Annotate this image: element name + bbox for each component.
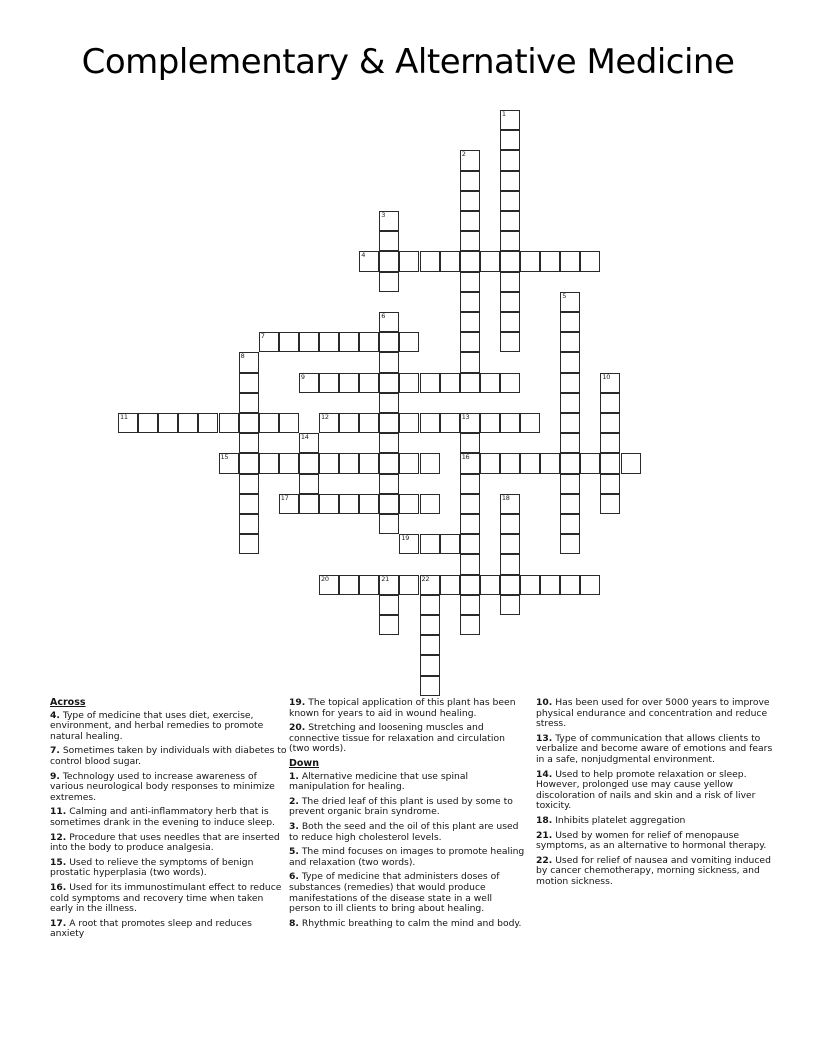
grid-cell[interactable] — [239, 413, 259, 433]
grid-cell[interactable] — [500, 211, 520, 231]
clue-number: 3. — [289, 820, 299, 832]
grid-cell[interactable] — [560, 494, 580, 514]
clue-number: 17. — [50, 917, 67, 929]
grid-cell[interactable] — [319, 373, 339, 393]
grid-cell[interactable] — [460, 534, 480, 554]
grid-cell[interactable] — [480, 413, 500, 433]
clue-item — [289, 723, 526, 755]
grid-cell[interactable] — [399, 413, 419, 433]
grid-cell[interactable] — [480, 453, 500, 473]
clue-number: 13. — [536, 732, 553, 744]
grid-cell[interactable] — [560, 332, 580, 352]
clue-item — [50, 711, 287, 743]
cell-number: 20 — [321, 574, 329, 583]
clue-text: Used to relieve the symptoms of benign prostatic hyperplasia (two words). — [50, 856, 254, 879]
clue-number: 16. — [50, 881, 67, 893]
clue-text: Type of medicine that administers doses of substances (remedies) that would produce manifestations of the disease state in a well person to ill clients to bring about healing. — [289, 871, 500, 915]
grid-cell[interactable] — [520, 413, 540, 433]
grid-cell[interactable] — [420, 251, 440, 271]
grid-cell[interactable] — [359, 251, 379, 271]
grid-cell[interactable] — [359, 494, 379, 514]
clue-text: Used for relief of nausea and vomiting induced by cancer chemotherapy, morning sickness, and motion sickness. — [536, 854, 771, 887]
clue-number: 20. — [289, 722, 306, 734]
clue-number: 9. — [50, 770, 60, 782]
grid-cell[interactable] — [319, 413, 339, 433]
grid-cell[interactable] — [178, 413, 198, 433]
grid-cell[interactable] — [480, 251, 500, 271]
grid-cell[interactable] — [500, 332, 520, 352]
grid-cell[interactable] — [379, 575, 399, 595]
grid-cell[interactable] — [500, 150, 520, 170]
clue-text: A root that promotes sleep and reduces anxiety — [50, 917, 252, 940]
grid-cell[interactable] — [399, 332, 419, 352]
clue-number: 18. — [536, 814, 553, 826]
grid-cell[interactable] — [560, 393, 580, 413]
grid-cell[interactable] — [500, 575, 520, 595]
grid-cell[interactable] — [359, 575, 379, 595]
clue-text: Procedure that uses needles that are inserted into the body to produce analgesia. — [50, 831, 280, 854]
grid-cell[interactable] — [500, 130, 520, 150]
grid-cell[interactable] — [379, 595, 399, 615]
grid-cell[interactable] — [560, 474, 580, 494]
grid-cell[interactable] — [440, 373, 460, 393]
grid-cell[interactable] — [440, 534, 460, 554]
cell-number: 10 — [602, 372, 611, 381]
grid-cell[interactable] — [540, 575, 560, 595]
cell-number: 13 — [461, 413, 470, 421]
cell-number: 12 — [321, 413, 329, 421]
grid-cell[interactable] — [460, 554, 480, 574]
grid-cell[interactable] — [460, 191, 480, 211]
clue-item — [50, 883, 287, 915]
clue-number: 11. — [50, 806, 67, 818]
grid-cell[interactable] — [560, 514, 580, 534]
grid-cell[interactable] — [379, 251, 399, 271]
grid-cell[interactable] — [480, 575, 500, 595]
clue-text: Used for its immunostimulant effect to reduce cold symptoms and recovery time when taken early in the illness. — [50, 881, 282, 915]
grid-cell[interactable] — [339, 453, 359, 473]
clue-number: 2. — [289, 795, 299, 807]
grid-cell[interactable] — [500, 171, 520, 191]
grid-cell[interactable] — [279, 332, 299, 352]
grid-cell[interactable] — [420, 413, 440, 433]
grid-cell[interactable] — [460, 575, 480, 595]
grid-cell[interactable] — [500, 272, 520, 292]
clue-number: 10. — [536, 697, 553, 708]
clue-item — [50, 858, 287, 879]
clue-text: Used to help promote relaxation or sleep. However, prolonged use may cause yellow discoloration of nails and skin and a risk of liver toxicity. — [536, 768, 756, 812]
grid-cell[interactable] — [379, 312, 399, 332]
grid-cell[interactable] — [460, 474, 480, 494]
grid-cell[interactable] — [279, 494, 299, 514]
cell-number: 6 — [381, 312, 386, 320]
grid-cell[interactable] — [440, 575, 460, 595]
clue-text: Alternative medicine that use spinal manipulation for healing. — [289, 770, 469, 793]
cell-number: 19 — [401, 534, 410, 543]
grid-cell[interactable] — [560, 534, 580, 554]
cell-number: 4 — [361, 251, 366, 260]
grid-cell[interactable] — [500, 191, 520, 211]
clue-item — [536, 770, 773, 812]
grid-cell[interactable] — [460, 373, 480, 393]
grid-cell[interactable] — [540, 251, 560, 271]
grid-cell[interactable] — [399, 494, 419, 514]
clues-column-left — [50, 698, 287, 944]
grid-cell[interactable] — [600, 494, 620, 514]
page-title: Complementary & Alternative Medicine — [81, 42, 735, 82]
cell-number: 5 — [562, 291, 567, 300]
grid-cell[interactable] — [379, 231, 399, 251]
grid-cell[interactable] — [500, 292, 520, 312]
grid-cell[interactable] — [420, 615, 440, 635]
grid-cell[interactable] — [500, 413, 520, 433]
grid-cell[interactable] — [219, 453, 239, 473]
grid-cell[interactable] — [239, 393, 259, 413]
grid-cell[interactable] — [520, 575, 540, 595]
grid-cell[interactable] — [399, 251, 419, 271]
clue-number: 15. — [50, 856, 67, 868]
grid-cell[interactable] — [239, 494, 259, 514]
clue-number: 7. — [50, 745, 60, 757]
grid-cell[interactable] — [500, 231, 520, 251]
grid-cell[interactable] — [500, 373, 520, 393]
grid-cell[interactable] — [500, 110, 520, 130]
grid-cell[interactable] — [339, 413, 359, 433]
grid-cell[interactable] — [319, 575, 339, 595]
clue-item — [50, 919, 287, 940]
clue-text: The mind focuses on images to promote healing and relaxation (two words). — [289, 846, 525, 868]
cell-number: 2 — [461, 150, 466, 159]
clue-item — [536, 734, 773, 766]
grid-cell[interactable] — [600, 433, 620, 453]
grid-cell[interactable] — [600, 413, 620, 433]
grid-cell[interactable] — [560, 433, 580, 453]
clue-item — [536, 816, 773, 827]
grid-cell[interactable] — [239, 373, 259, 393]
grid-cell[interactable] — [319, 332, 339, 352]
clue-section-header: Across — [50, 697, 86, 708]
cell-number: 9 — [300, 372, 305, 381]
clue-section-header: Down — [289, 757, 319, 769]
grid-cell[interactable] — [460, 332, 480, 352]
clue-text: Inhibits platelet aggregation — [555, 814, 686, 826]
grid-cell[interactable] — [460, 231, 480, 251]
clue-text: Has been used for over 5000 years to improve physical endurance and concentration and reduce stress. — [536, 697, 770, 730]
clue-item — [50, 833, 287, 854]
grid-cell[interactable] — [460, 433, 480, 453]
clue-item — [289, 919, 526, 930]
grid-cell[interactable] — [379, 211, 399, 231]
clue-text: Used by women for relief of menopause symptoms, as an alternative to hormonal therapy. — [536, 829, 767, 852]
grid-cell[interactable] — [460, 150, 480, 170]
grid-cell[interactable] — [480, 373, 500, 393]
grid-cell[interactable] — [299, 474, 319, 494]
grid-cell[interactable] — [580, 251, 600, 271]
clue-item — [289, 797, 526, 818]
grid-cell[interactable] — [299, 494, 319, 514]
cell-number: 22 — [421, 574, 430, 583]
grid-cell[interactable] — [580, 575, 600, 595]
grid-cell[interactable] — [259, 453, 279, 473]
grid-cell[interactable] — [500, 554, 520, 574]
clues-column-right — [536, 698, 773, 892]
grid-cell[interactable] — [560, 251, 580, 271]
clue-item — [50, 807, 287, 828]
cell-number: 15 — [220, 453, 229, 462]
grid-cell[interactable] — [600, 474, 620, 494]
grid-cell[interactable] — [279, 453, 299, 473]
grid-cell[interactable] — [520, 251, 540, 271]
clue-number: 5. — [289, 846, 299, 858]
clue-number: 21. — [536, 829, 553, 841]
clue-item — [50, 772, 287, 804]
grid-cell[interactable] — [440, 251, 460, 271]
clue-item — [536, 856, 773, 888]
grid-cell[interactable] — [460, 292, 480, 312]
cell-number: 21 — [381, 574, 389, 583]
grid-cell[interactable] — [379, 352, 399, 372]
clue-item — [289, 772, 526, 793]
clue-text: Type of communication that allows clients to verbalize and become aware of emotions and fears in a safe, nonjudgmental environment. — [536, 732, 773, 765]
grid-cell[interactable] — [299, 453, 319, 473]
clue-text: Technology used to increase awareness of various neurological body responses to minimize extremes. — [50, 770, 275, 803]
grid-cell[interactable] — [158, 413, 178, 433]
grid-cell[interactable] — [198, 413, 218, 433]
grid-cell[interactable] — [600, 373, 620, 393]
grid-cell[interactable] — [560, 373, 580, 393]
grid-cell[interactable] — [420, 453, 440, 473]
cell-number: 17 — [280, 493, 289, 502]
clue-number: 22. — [536, 854, 553, 866]
clue-item — [289, 822, 526, 843]
clue-text: Sometimes taken by individuals with diabetes to control blood sugar. — [50, 745, 287, 767]
grid-cell[interactable] — [339, 575, 359, 595]
grid-cell[interactable] — [500, 494, 520, 514]
grid-cell[interactable] — [560, 575, 580, 595]
cell-number: 8 — [240, 352, 245, 361]
grid-cell[interactable] — [259, 413, 279, 433]
grid-cell[interactable] — [460, 453, 480, 473]
clue-text: Calming and anti-inflammatory herb that is sometimes drank in the evening to induce sleep. — [50, 806, 275, 828]
clue-number: 8. — [289, 917, 299, 929]
grid-cell[interactable] — [500, 595, 520, 615]
clue-text: The topical application of this plant has been known for years to aid in wound healing. — [289, 697, 516, 719]
grid-cell[interactable] — [500, 514, 520, 534]
grid-cell[interactable] — [460, 211, 480, 231]
grid-cell[interactable] — [379, 453, 399, 473]
grid-cell[interactable] — [460, 595, 480, 615]
clue-number: 6. — [289, 871, 299, 883]
cell-number: 3 — [381, 211, 386, 219]
clue-item — [289, 872, 526, 914]
grid-cell[interactable] — [239, 474, 259, 494]
grid-cell[interactable] — [138, 413, 158, 433]
grid-cell[interactable] — [440, 413, 460, 433]
clue-number: 1. — [289, 770, 299, 782]
clue-item — [289, 698, 526, 719]
cell-number: 14 — [300, 433, 309, 442]
grid-cell[interactable] — [420, 595, 440, 615]
grid-cell[interactable] — [540, 453, 560, 473]
grid-cell[interactable] — [420, 534, 440, 554]
clue-text: The dried leaf of this plant is used by some to prevent organic brain syndrome. — [289, 795, 513, 818]
grid-cell[interactable] — [560, 453, 580, 473]
grid-cell[interactable] — [379, 433, 399, 453]
grid-cell[interactable] — [460, 272, 480, 292]
grid-cell[interactable] — [460, 413, 480, 433]
grid-cell[interactable] — [239, 514, 259, 534]
grid-cell[interactable] — [500, 534, 520, 554]
grid-cell[interactable] — [319, 453, 339, 473]
clue-text: Stretching and loosening muscles and connective tissue for relaxation and circulation (two words). — [289, 722, 505, 755]
grid-cell[interactable] — [621, 453, 641, 473]
grid-cell[interactable] — [600, 393, 620, 413]
grid-cell[interactable] — [580, 453, 600, 473]
grid-cell[interactable] — [339, 332, 359, 352]
grid-cell[interactable] — [379, 514, 399, 534]
grid-cell[interactable] — [560, 292, 580, 312]
grid-cell[interactable] — [299, 373, 319, 393]
cell-number: 1 — [501, 110, 506, 118]
grid-cell[interactable] — [460, 514, 480, 534]
grid-cell[interactable] — [239, 433, 259, 453]
grid-cell[interactable] — [239, 534, 259, 554]
clue-text: Type of medicine that uses diet, exercise, environment, and herbal remedies to promote natural healing. — [50, 709, 264, 742]
grid-cell[interactable] — [359, 332, 379, 352]
grid-cell[interactable] — [299, 433, 319, 453]
grid-cell[interactable] — [379, 393, 399, 413]
grid-cell[interactable] — [339, 494, 359, 514]
grid-cell[interactable] — [420, 373, 440, 393]
grid-cell[interactable] — [259, 332, 279, 352]
grid-cell[interactable] — [279, 413, 299, 433]
grid-cell[interactable] — [339, 373, 359, 393]
cell-number: 16 — [461, 453, 470, 462]
grid-cell[interactable] — [359, 413, 379, 433]
grid-cell[interactable] — [359, 453, 379, 473]
grid-cell[interactable] — [560, 413, 580, 433]
grid-cell[interactable] — [420, 494, 440, 514]
grid-cell[interactable] — [118, 413, 138, 433]
grid-cell[interactable] — [379, 373, 399, 393]
grid-cell[interactable] — [359, 373, 379, 393]
clue-text: Both the seed and the oil of this plant are used to reduce high cholesterol levels. — [289, 820, 519, 843]
grid-cell[interactable] — [520, 453, 540, 473]
grid-cell[interactable] — [460, 615, 480, 635]
grid-cell[interactable] — [399, 534, 419, 554]
clue-number: 4. — [50, 709, 60, 721]
grid-cell[interactable] — [379, 332, 399, 352]
cell-number: 18 — [501, 493, 510, 502]
grid-cell[interactable] — [239, 453, 259, 473]
clue-item — [50, 746, 287, 767]
clue-number: 19. — [289, 697, 306, 708]
grid-cell[interactable] — [379, 413, 399, 433]
clue-number: 14. — [536, 768, 553, 780]
cell-number: 11 — [120, 413, 128, 421]
grid-cell[interactable] — [299, 332, 319, 352]
clues-column-middle — [289, 698, 526, 933]
grid-cell[interactable] — [379, 494, 399, 514]
grid-cell[interactable] — [460, 312, 480, 332]
grid-cell[interactable] — [239, 352, 259, 372]
grid-cell[interactable] — [399, 373, 419, 393]
grid-cell[interactable] — [420, 676, 440, 696]
grid-cell[interactable] — [420, 575, 440, 595]
grid-cell[interactable] — [460, 352, 480, 372]
grid-cell[interactable] — [600, 453, 620, 473]
grid-cell[interactable] — [560, 312, 580, 332]
grid-cell[interactable] — [399, 453, 419, 473]
grid-cell[interactable] — [420, 655, 440, 675]
clue-number: 12. — [50, 831, 67, 843]
clue-item — [536, 698, 773, 730]
clue-text: Rhythmic breathing to calm the mind and body. — [301, 917, 522, 929]
grid-cell[interactable] — [319, 494, 339, 514]
grid-cell[interactable] — [420, 635, 440, 655]
grid-cell[interactable] — [460, 171, 480, 191]
grid-cell[interactable] — [379, 272, 399, 292]
grid-cell[interactable] — [219, 413, 239, 433]
grid-cell[interactable] — [500, 251, 520, 271]
grid-cell[interactable] — [500, 312, 520, 332]
grid-cell[interactable] — [399, 575, 419, 595]
grid-cell[interactable] — [460, 494, 480, 514]
grid-cell[interactable] — [379, 615, 399, 635]
clue-item — [289, 847, 526, 868]
grid-cell[interactable] — [560, 352, 580, 372]
grid-cell[interactable] — [460, 251, 480, 271]
grid-cell[interactable] — [500, 453, 520, 473]
cell-number: 7 — [260, 332, 265, 341]
grid-cell[interactable] — [379, 474, 399, 494]
clue-item — [536, 831, 773, 852]
